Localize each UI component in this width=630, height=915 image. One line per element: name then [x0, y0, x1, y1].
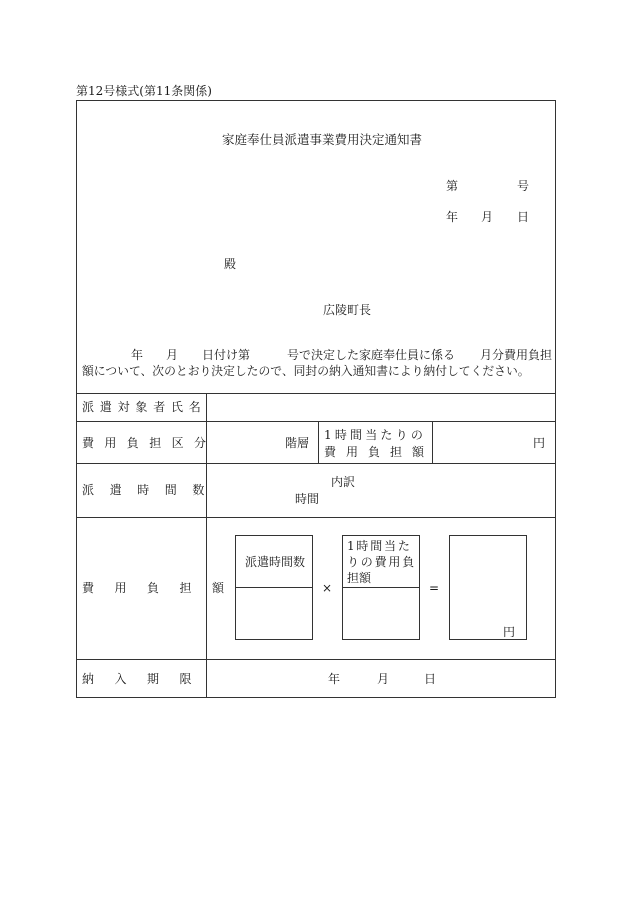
multiply-sign: ×	[322, 581, 333, 595]
hourly-cost-box-rule	[342, 587, 420, 588]
category-yen: 円	[533, 436, 546, 450]
addressee-suffix: 殿	[224, 257, 237, 271]
deadline-month: 月	[377, 672, 390, 686]
total-amount-box	[449, 535, 527, 640]
body-year: 年	[131, 348, 144, 362]
form-number-label: 第12号様式(第11条関係)	[76, 84, 212, 98]
body-dated-no: 日付け第	[202, 348, 251, 362]
hourly-box-line2: りの費用負	[347, 555, 417, 569]
label-text: 派遣対象者氏名	[82, 400, 207, 414]
label-payment-deadline: 納入期限	[82, 672, 213, 686]
doc-number-suffix: 号	[517, 179, 530, 193]
hourly-label-line2: 費用負担額	[324, 445, 435, 459]
total-yen: 円	[503, 625, 516, 639]
body-monthly-cost: 月分費用負担	[480, 348, 553, 362]
hours-breakdown: 内訳	[331, 475, 356, 489]
date-month: 月	[481, 210, 494, 224]
deadline-day: 日	[424, 672, 437, 686]
row-rule-4	[76, 659, 556, 660]
date-year: 年	[446, 210, 459, 224]
row-rule-2	[76, 463, 556, 464]
dispatch-hours-box-label: 派遣時間数	[245, 555, 306, 569]
label-dispatch-hours: 派遣時間数	[82, 483, 221, 497]
row-rule-1	[76, 421, 556, 422]
body-decided: 号で決定した家庭奉仕員に係る	[287, 348, 456, 362]
hours-unit: 時間	[295, 492, 320, 506]
label-cost-amount: 費用負担額	[82, 581, 245, 595]
body-month: 月	[166, 348, 179, 362]
label-cost-category: 費用負担区分	[82, 436, 217, 450]
table-top-rule	[76, 393, 556, 394]
class-label: 階層	[285, 436, 310, 450]
row-rule-3	[76, 517, 556, 518]
deadline-year: 年	[328, 672, 341, 686]
dispatch-hours-box-rule	[235, 587, 313, 588]
label-recipient	[82, 400, 207, 414]
date-day: 日	[517, 210, 530, 224]
issuer-name: 広陵町長	[323, 303, 372, 317]
hourly-label-line1: 1時間当たりの	[324, 428, 427, 442]
hourly-box-line3: 担額	[347, 571, 372, 585]
equals-sign: =	[429, 581, 440, 595]
hourly-box-line1: 1時間当た	[347, 539, 412, 553]
category-divider-1	[318, 421, 319, 463]
document-title: 家庭奉仕員派遣事業費用決定通知書	[222, 132, 423, 147]
body-line-2: 額について、次のとおり決定したので、同封の納入通知書により納付してください。	[82, 364, 530, 378]
doc-number-prefix: 第	[446, 179, 459, 193]
